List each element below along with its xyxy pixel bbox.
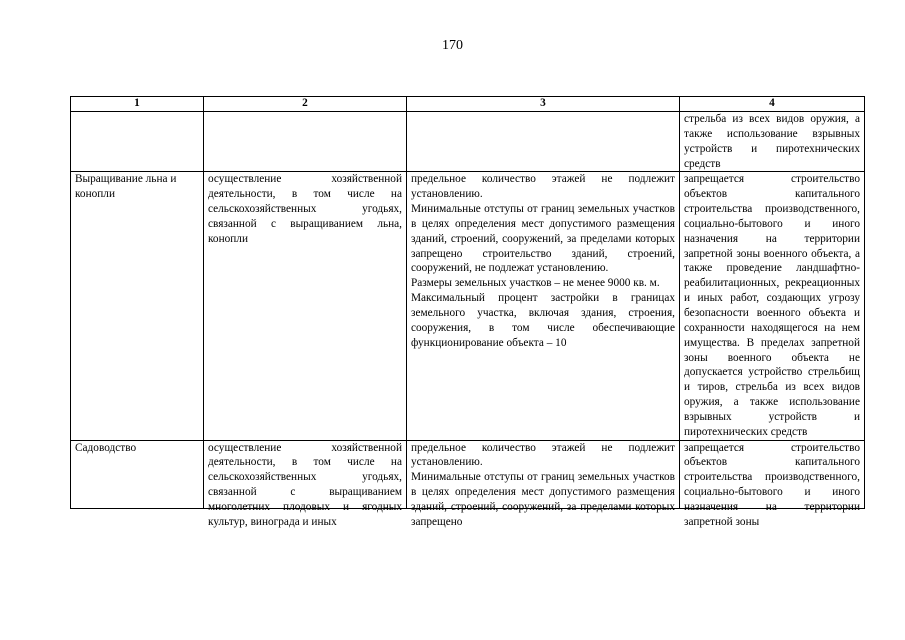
table-row — [71, 172, 865, 440]
zoning-table — [70, 96, 865, 528]
page-number: 170 — [442, 38, 463, 53]
table-row — [71, 112, 865, 172]
table-row — [71, 440, 865, 508]
row-2-param-coverage: Максимальный процент застройки в границах земельного участка, включая здания, строения, сооружения, в том числе обеспечивающие функционирование объекта – 10 — [411, 292, 675, 349]
row-1-parameters — [407, 112, 680, 172]
row-2-parameters — [407, 172, 680, 440]
row-2-use-type: Выращивание льна и конопли — [71, 172, 204, 440]
row-1-restrictions: стрельба из всех видов оружия, а также использование взрывных устройств и пиротехнических средств — [680, 112, 865, 172]
row-3-use-type: Садоводство — [71, 440, 204, 508]
column-header-4: 4 — [680, 97, 865, 112]
row-3-description — [204, 440, 407, 528]
row-1-use-type — [71, 112, 204, 172]
column-header-3: 3 — [407, 97, 680, 112]
row-3-restrictions-text: запрещается строительство объектов капитального строительства производственного, социально-бытового и иного назначения на территории запретной зоны — [684, 441, 860, 528]
row-3-description-text: осуществление хозяйственной деятельности, в том числе на сельскохозяйственных угодьях, связанной с выращиванием многолетних плодовых и ягодных культур, винограда и иных — [208, 441, 402, 528]
row-1-description — [204, 112, 407, 172]
row-2-param-setbacks: Минимальные отступы от границ земельных участков в целях определения мест допустимого размещения зданий, строений, сооружений, за пределами которых запрещено строительство зданий, строений, сооружений, не подлежат установлению. — [411, 203, 675, 275]
row-2-param-floors: предельное количество этажей не подлежит установлению. — [411, 173, 675, 201]
row-3-parameters-clip — [411, 441, 675, 528]
row-3-parameters — [407, 440, 680, 528]
row-2-description: осуществление хозяйственной деятельности, в том числе на сельскохозяйственных угодьях, связанной с выращиванием льна, конопли — [204, 172, 407, 440]
row-3-restrictions — [680, 440, 865, 528]
column-header-1: 1 — [71, 97, 204, 112]
table-header-row — [71, 97, 865, 112]
row-3-param-setbacks: Минимальные отступы от границ земельных участков в целях определения мест допустимого размещения зданий, строений, сооружений, за пределами которых запрещено — [411, 471, 675, 528]
row-2-restrictions: запрещается строительство объектов капитального строительства производственного, социально-бытового и иного назначения на территории запретной зоны военного объекта, а также проведение ландшафтно-реабилитационных, рекреационных и иных работ, создающих угрозу безопасности военного объекта и сохранности находящегося на нем имущества. В пределах запретной зоны военного объекта не допускается устройство стрельбищ и тиров, стрельба из всех видов оружия, а также использование взрывных устройств и пиротехнических средств — [680, 172, 865, 440]
row-3-param-floors: предельное количество этажей не подлежит установлению. — [411, 441, 675, 469]
row-2-param-plot-size: Размеры земельных участков – не менее 9000 кв. м. — [411, 277, 660, 290]
column-header-2: 2 — [204, 97, 407, 112]
